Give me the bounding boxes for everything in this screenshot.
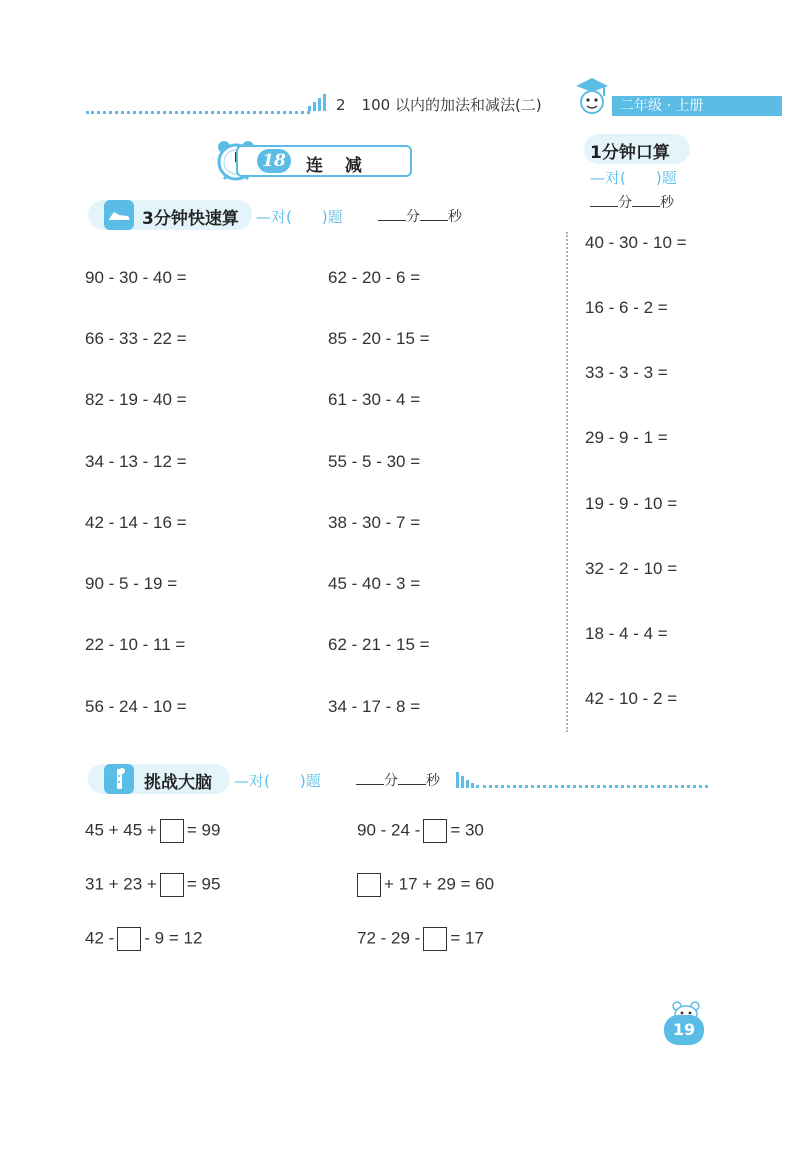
oral-problem: 33 - 3 - 3 = [585,363,668,382]
minute-label: 分 [406,209,420,225]
chapter-number: 2 [336,96,346,114]
challenge-bar-decoration [456,772,474,788]
second-label: 秒 [660,195,674,211]
challenge-dotted-line [476,785,708,788]
header-dotted-line-left [86,111,310,114]
page-number: 19 [664,1015,704,1045]
oral-problem: 16 - 6 - 2 = [585,298,668,317]
oral-section-title: 1分钟口算 [590,143,670,163]
speed-section-title: 3分钟快速算 [142,209,239,229]
speed-problem: 90 - 30 - 40 = [85,268,187,287]
speed-problem: 62 - 20 - 6 = [328,268,421,287]
challenge-score-label: —对( )题 [234,772,321,790]
oral-problem: 29 - 9 - 1 = [585,428,668,447]
oral-score-label: —对( )题 [590,169,677,187]
oral-time-field [590,192,674,212]
speed-problem: 85 - 20 - 15 = [328,329,430,348]
speed-problem: 61 - 30 - 4 = [328,390,421,409]
header-chapter [336,94,542,115]
challenge-problem: 45 + 45 + = 99 [85,819,220,843]
speed-problem: 55 - 5 - 30 = [328,452,421,471]
answer-box[interactable] [423,927,447,951]
minute-label: 分 [384,773,398,789]
speed-time-field [378,206,462,226]
challenge-problem: 31 + 23 + = 95 [85,873,220,897]
sneaker-icon [104,200,134,230]
speed-problem: 82 - 19 - 40 = [85,390,187,409]
speed-score-label: —对( )题 [256,208,343,226]
second-label: 秒 [448,209,462,225]
minute-label: 分 [618,195,632,211]
oral-problem: 19 - 9 - 10 = [585,494,678,513]
oral-problem: 18 - 4 - 4 = [585,624,668,643]
answer-box[interactable] [160,873,184,897]
chapter-title: 100 以内的加法和减法(二) [361,96,542,114]
answer-box[interactable] [357,873,381,897]
challenge-time-field [356,770,440,790]
answer-box[interactable] [160,819,184,843]
speed-problem: 34 - 17 - 8 = [328,697,421,716]
oral-problem: 32 - 2 - 10 = [585,559,678,578]
header-bar-decoration [308,94,326,111]
speed-problem: 66 - 33 - 22 = [85,329,187,348]
oral-problem: 42 - 10 - 2 = [585,689,678,708]
grade-badge: 二年级 · 上册 [612,96,782,116]
challenge-section-title: 挑战大脑 [144,773,212,793]
lesson-number: 18 [257,149,291,173]
answer-box[interactable] [423,819,447,843]
lesson-title: 连 减 [306,156,370,176]
speed-problem: 34 - 13 - 12 = [85,452,187,471]
challenge-problem: + 17 + 29 = 60 [354,873,494,897]
oral-problem: 40 - 30 - 10 = [585,233,687,252]
challenge-problem: 72 - 29 - = 17 [357,927,484,951]
speed-problem: 42 - 14 - 16 = [85,513,187,532]
speed-problem: 22 - 10 - 11 = [85,635,186,654]
column-divider [566,232,568,732]
second-label: 秒 [426,773,440,789]
speed-problem: 56 - 24 - 10 = [85,697,187,716]
answer-box[interactable] [117,927,141,951]
speed-problem: 38 - 30 - 7 = [328,513,421,532]
challenge-problem: 90 - 24 - = 30 [357,819,484,843]
speed-problem: 45 - 40 - 3 = [328,574,421,593]
giraffe-icon [104,764,134,794]
mascot-icon [574,76,610,120]
speed-problem: 62 - 21 - 15 = [328,635,430,654]
speed-problem: 90 - 5 - 19 = [85,574,178,593]
challenge-problem: 42 - - 9 = 12 [85,927,202,951]
